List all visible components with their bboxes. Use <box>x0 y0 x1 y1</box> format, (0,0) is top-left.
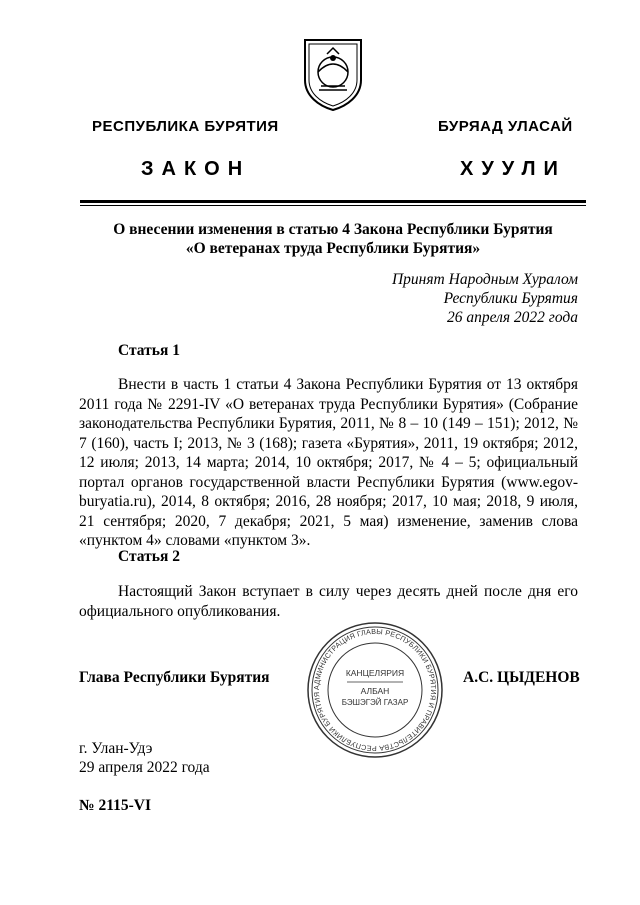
document-title <box>60 220 606 258</box>
seal-line-3: БЭШЭГЭЙ ГАЗАР <box>341 698 409 707</box>
adoption-line-1: Принят Народным Хуралом <box>391 271 578 288</box>
seal-line-1: КАНЦЕЛЯРИЯ <box>345 668 405 678</box>
place-and-date <box>79 739 210 777</box>
title-line-2: «О ветеранах труда Республики Бурятия» <box>185 240 481 257</box>
signatory-position: Глава Республики Бурятия <box>79 669 270 686</box>
seal-ring-text: АДМИНИСТРАЦИЯ ГЛАВЫ РЕСПУБЛИКИ БУРЯТИЯ И ПРАВИТЕЛЬСТВА РЕСПУБЛИКИ БУРЯТИЯ <box>311 626 439 754</box>
article-2-text: Настоящий Закон вступает в силу через десять дней после дня его официального опубликования. <box>79 583 578 620</box>
adoption-line-2: Республики Бурятия <box>443 290 578 307</box>
document-kind-ru: ЗАКОН <box>141 158 251 180</box>
article-1-text: Внести в часть 1 статьи 4 Закона Республики Бурятия от 13 октября 2011 года № 2291-IV «О ветеранах труда Республики Бурятия» (Собрание законодательства Республики Бурятия, 2011, № 8 – 10 (149 – 151); 2012, № 7 (160), часть I; 2013, № 3 (168); газета «Бурятия», 2011, 19 октября; 2012, 12 июля; 2013, 14 марта; 2014, 10 октября; 2017, № 4 – 5; официальный портал органов государственной власти Республики Бурятия (www.egov-buryatia.ru), 2014, 8 октября; 2016, 28 ноября; 2017, 10 мая; 2018, 9 июля, 21 сентября; 2020, 7 декабря; 2021, 5 мая) изменение, заменив слова «пунктом 4» словами «пунктом 3». <box>79 376 578 549</box>
signatory-name: А.С. ЦЫДЕНОВ <box>463 669 580 686</box>
article-2-heading: Статья 2 <box>118 548 180 565</box>
coat-of-arms-icon <box>301 36 365 112</box>
republic-name-bua: БУРЯАД УЛАСАЙ <box>438 118 573 135</box>
header-rule-thick <box>80 200 586 203</box>
official-seal-icon <box>305 620 445 760</box>
place: г. Улан-Удэ <box>79 740 153 757</box>
article-1-heading: Статья 1 <box>118 342 180 359</box>
title-line-1: О внесении изменения в статью 4 Закона Республики Бурятия <box>113 221 553 238</box>
adoption-note <box>300 270 578 327</box>
header-rule-thin <box>80 205 586 206</box>
document-kind-bua: ХУУЛИ <box>460 158 566 180</box>
signing-date: 29 апреля 2022 года <box>79 759 210 776</box>
law-number: № 2115-VI <box>79 797 151 814</box>
seal-line-2: АЛБАН <box>360 686 390 696</box>
republic-name-ru: РЕСПУБЛИКА БУРЯТИЯ <box>92 118 279 135</box>
adoption-line-3: 26 апреля 2022 года <box>446 309 578 326</box>
